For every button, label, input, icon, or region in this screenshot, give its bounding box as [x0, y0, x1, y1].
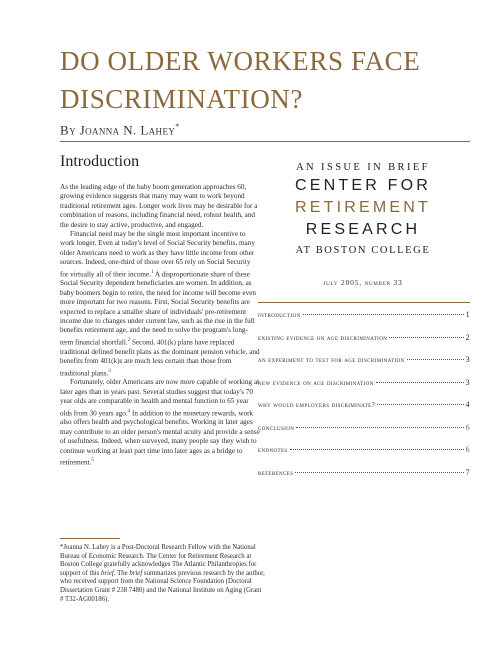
toc-item-endnotes[interactable]: endnotes 6	[258, 445, 470, 454]
toc-item-existing-evidence[interactable]: existing evidence on age discrimination 2	[258, 332, 470, 342]
toc-divider	[258, 302, 470, 303]
center-for-label: CENTER FOR	[295, 177, 431, 194]
paragraph-1: As the leading edge of the baby boom generation approaches 60, growing evidence suggests that many may want to work beyond traditional retirement ages. Longer work lives may be desirable for a combination of reasons, including financial need, robust health, and the desire to stay active, productive, and engaged.	[60, 183, 258, 229]
issue-in-brief-label: AN ISSUE IN BRIEF	[296, 162, 430, 173]
author-note-marker: *	[175, 122, 180, 131]
endnote-ref-4[interactable]: 4	[127, 408, 131, 414]
toc-page-number: 2	[465, 332, 470, 342]
research-label: RESEARCH	[305, 221, 421, 238]
endnote-ref-1[interactable]: 1	[151, 269, 154, 275]
issue-date: july 2005, number 33	[323, 278, 403, 287]
boston-college-label: AT BOSTON COLLEGE	[295, 245, 431, 256]
toc-page-number: 3	[465, 377, 470, 387]
toc-page-number: 3	[465, 355, 470, 364]
endnote-ref-5[interactable]: 5	[91, 457, 94, 463]
paragraph-2: Financial need may be the single most important incentive to work longer. Even at today's level of Social Security benefits, many older Americans need to work as they have little income from other sources. Indeed, one-third of those over 65 rely on Social Security for virtually all of their income.$^1$ A disproportionate share of these Social Security dependent beneficiaries are women. In addition, as baby boomers begin to retire, the need for income will become even more important for two reasons. First, Social Security benefits are expected to replace a smaller share of individuals' pre-retirement income due to changes under current law, such as the rise in the full benefits retirement age, and the need to solve the program's long-term financial shortfall.$^2$ Second, 401(k) plans have replaced traditional defined benefit plans as the dominant pension vehicle, and benefits from 401(k)s are much less certain than those from traditional plans.$^3$	[60, 230, 260, 377]
table-of-contents	[258, 310, 470, 490]
toc-page-number: 7	[465, 467, 470, 477]
header-divider	[60, 141, 470, 142]
toc-page-number: 4	[465, 400, 470, 409]
toc-item-experiment[interactable]: an experiment to test for age discrimination 3	[258, 355, 470, 364]
byline	[60, 122, 180, 138]
section-heading-introduction: Introduction	[60, 153, 140, 170]
toc-item-introduction[interactable]: introduction 1	[258, 310, 470, 319]
issue-brief-masthead	[258, 144, 468, 287]
toc-page-number: 1	[465, 310, 470, 319]
retirement-label: RETIREMENT	[295, 199, 431, 216]
toc-item-conclusion[interactable]: conclusion 6	[258, 422, 470, 432]
toc-page-number: 6	[465, 422, 470, 432]
page-title	[60, 42, 460, 118]
author-name: By Joanna N. Lahey	[60, 122, 176, 138]
author-footnote: *Joanna N. Lahey is a Post-Doctoral Research Fellow with the National Bureau of Economic Research. The Center for Retirement Research at Boston College gratefully acknowledges The Atlantic Philanthropies for support of this brief. The brief summarizes previous research by the author, who received support from the National Science Foundation (Doctoral Dissertation Grant # 238 7480) and the National Institute on Aging (Grant # T32-AG00186).	[60, 544, 265, 603]
toc-item-new-evidence[interactable]: new evidence on age discrimination 3	[258, 377, 470, 387]
endnote-ref-2[interactable]: 2	[127, 337, 131, 343]
paragraph-3: Fortunately, older Americans are now more capable of working at later ages than in years past. Several studies suggest that today's 70 year olds are comparable in health and mental function to 65 year olds from 30 years ago.$^4$ In addition to the monetary rewards, work also offers health and psychological benefits. Working in later ages may contribute to an older person's mental acuity and provide a sense of usefulness. Indeed, when surveyed, many people say they wish to continue working at least part time into later ages as a bridge to retirement.$^5$	[60, 378, 260, 467]
toc-item-references[interactable]: references 7	[258, 467, 470, 477]
introduction-body	[60, 183, 260, 468]
title-line-2: DISCRIMINATION?	[60, 84, 303, 114]
toc-page-number: 6	[465, 445, 470, 454]
footnote-divider	[60, 538, 120, 539]
toc-item-why-discriminate[interactable]: why would employers discriminate? 4	[258, 400, 470, 409]
title-line-1: DO OLDER WORKERS FACE	[60, 46, 421, 76]
endnote-ref-3[interactable]: 3	[108, 368, 111, 374]
